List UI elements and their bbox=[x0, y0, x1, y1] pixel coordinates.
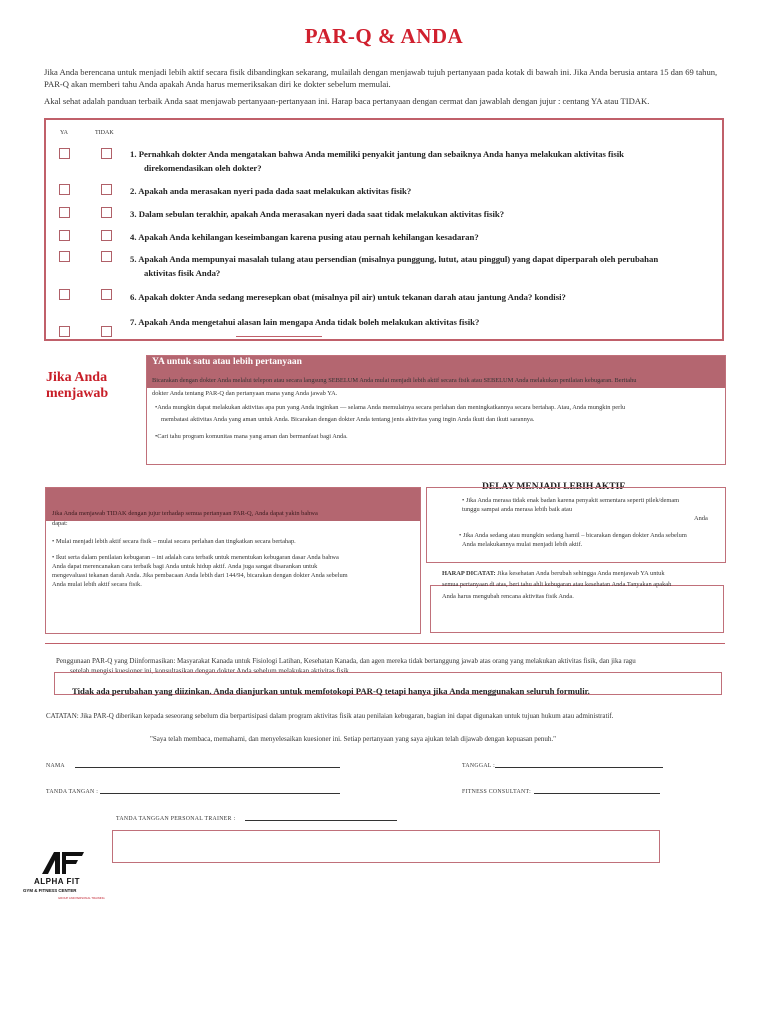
jika-label-line1: Jika Anda bbox=[46, 370, 108, 385]
catatan-text: CATATAN: Jika PAR-Q diberikan kepada seseorang sebelum dia berpartisipasi dalam program aktivitas fisik atau penilaian kebugaran, bagian ini dapat digunakan untuk tujuan hukum atau administratif. bbox=[46, 712, 614, 720]
harap-dicatat-text3: Anda harus mengubah rencana aktivitas fisik Anda. bbox=[442, 593, 574, 600]
ya-bullet-1a: •Anda mungkin dapat melakukan aktivitas apa pun yang Anda inginkan — selama Anda memulainya secara perlahan dan meningkatkannya secara bertahap. Atau, Anda mungkin perlu bbox=[155, 404, 626, 411]
tanggal-label: TANGGAL : bbox=[462, 763, 496, 769]
fitness-consultant-field[interactable] bbox=[534, 793, 660, 794]
delay-bullet-1b: tunggu sampai anda merasa lebih baik atau bbox=[462, 506, 573, 513]
logo-tagline: GYM & FITNESS CENTER bbox=[23, 888, 77, 893]
q7-ya-checkbox[interactable] bbox=[59, 326, 70, 337]
q4-tidak-checkbox[interactable] bbox=[101, 230, 112, 241]
tidak-header-2: dapat: bbox=[52, 520, 68, 527]
question-1-line1: 1. Pernahkah dokter Anda mengatakan bahwa Anda memiliki penyakit jantung dan sebaiknya Anda hanya melakukan aktivitas fisik bbox=[130, 149, 624, 159]
tanda-tangan-field[interactable] bbox=[100, 793, 340, 794]
logo-name: ALPHA FIT bbox=[34, 877, 80, 886]
intro-paragraph: Jika Anda berencana untuk menjadi lebih aktif secara fisik dibandingkan sekarang, mulailah dengan menjawab tujuh pertanyaan pada kotak di bawah ini. Jika Anda berusia antara 15 dan 69 tahun, PAR-Q akan memberi tahu Anda apakah Anda harus memeriksakan diri ke dokter sebelum memulai. bbox=[44, 67, 718, 89]
ya-text-2: dokter Anda tentang PAR-Q dan pertanyaan mana yang Anda jawab YA. bbox=[152, 390, 338, 397]
notice-text: Tidak ada perubahan yang diizinkan. Anda dianjurkan untuk memfotokopi PAR-Q tetapi hanya jika Anda menggunakan seluruh formulir. bbox=[72, 686, 590, 696]
question-6: 6. Apakah dokter Anda sedang meresepkan obat (misalnya pil air) untuk tekanan darah atau jantung Anda? kondisi? bbox=[130, 292, 566, 302]
column-ya-label: YA bbox=[60, 130, 69, 136]
nama-field[interactable] bbox=[75, 767, 340, 768]
question-4: 4. Apakah Anda kehilangan keseimbangan karena pusing atau pernah kehilangan kesadaran? bbox=[130, 232, 479, 242]
delay-bullet-1c: Anda bbox=[694, 515, 708, 522]
delay-bullet-2b: Anda melakukannya mulai menjadi lebih aktif. bbox=[462, 541, 583, 548]
jika-anda-menjawab-label bbox=[46, 370, 136, 402]
tanda-tangan-label: TANDA TANGAN : bbox=[46, 789, 99, 795]
harap-dicatat-line1 bbox=[442, 569, 722, 578]
fitness-consultant-label: FITNESS CONSULTANT: bbox=[462, 789, 531, 795]
jika-label-line2: menjawab bbox=[46, 386, 109, 401]
tidak-bullet-1: • Mulai menjadi lebih aktif secara fisik – mulai secara perlahan dan tingkatkan secara bertahap. bbox=[52, 538, 296, 545]
harap-dicatat-text1: Jika kesehatan Anda berubah sehingga Anda menjawab YA untuk bbox=[497, 570, 665, 577]
tidak-bullet-2c: mengevaluasi tekanan darah Anda. Jika pembacaan Anda lebih dari 144/94, bicarakan dengan dokter Anda sebelum bbox=[52, 572, 348, 579]
q7-tidak-checkbox[interactable] bbox=[101, 326, 112, 337]
disclaimer-line2: setelah mengisi kuesioner ini, konsultasikan dengan dokter Anda sebelum melakukan aktivitas fisik. bbox=[70, 667, 351, 675]
q1-ya-checkbox[interactable] bbox=[59, 148, 70, 159]
q3-ya-checkbox[interactable] bbox=[59, 207, 70, 218]
logo-subline: GROUP AND PERSONAL TRAINING bbox=[58, 896, 105, 900]
q2-tidak-checkbox[interactable] bbox=[101, 184, 112, 195]
q7-underline bbox=[236, 336, 322, 337]
ya-section-header: YA untuk satu atau lebih pertanyaan bbox=[152, 357, 302, 367]
question-7: 7. Apakah Anda mengetahui alasan lain mengapa Anda tidak boleh melakukan aktivitas fisik? bbox=[130, 317, 480, 327]
ya-bullet-2: •Cari tahu program komunitas mana yang aman dan bermanfaat bagi Anda. bbox=[155, 433, 348, 440]
harap-dicatat-label: HARAP DICATAT: bbox=[442, 570, 496, 577]
ya-text-1: Bicarakan dengan dokter Anda melalui telepon atau secara langsung SEBELUM Anda mulai menjadi lebih aktif secara fisik atau SEBELUM Anda melakukan penilaian kebugaran. Beritahu bbox=[152, 377, 637, 384]
alpha-fit-logo bbox=[20, 846, 120, 906]
q5-tidak-checkbox[interactable] bbox=[101, 251, 112, 262]
tidak-bullet-2a: • Ikut serta dalam penilaian kebugaran – ini adalah cara terbaik untuk menentukan kebugaran dasar Anda bahwa bbox=[52, 554, 339, 561]
q4-ya-checkbox[interactable] bbox=[59, 230, 70, 241]
harap-dicatat-text2: semua pertanyaan di atas, beri tahu ahli kebugaran atau kesehatan Anda.Tanyakan apakah bbox=[442, 581, 672, 588]
question-5-line2: aktivitas fisik Anda? bbox=[144, 268, 221, 278]
page-title: PAR-Q & ANDA bbox=[304, 24, 464, 48]
statement-text: "Saya telah membaca, memahami, dan menyelesaikan kuesioner ini. Setiap pertanyaan yang saya ajukan telah dijawab dengan kepuasan penuh." bbox=[150, 735, 556, 743]
delay-title: DELAY MENJADI LEBIH AKTIF bbox=[482, 482, 626, 492]
signature-box[interactable] bbox=[112, 830, 660, 863]
q5-ya-checkbox[interactable] bbox=[59, 251, 70, 262]
question-3: 3. Dalam sebulan terakhir, apakah Anda merasakan nyeri dada saat tidak melakukan aktivitas fisik? bbox=[130, 209, 505, 219]
tanggal-field[interactable] bbox=[495, 767, 663, 768]
tidak-header-1: Jika Anda menjawab TIDAK dengan jujur terhadap semua pertanyaan PAR-Q, Anda dapat yakin bahwa bbox=[52, 510, 318, 517]
tidak-bullet-2b: Anda dapat merencanakan cara terbaik bagi Anda untuk hidup aktif. Anda juga sangat disarankan untuk bbox=[52, 563, 318, 570]
intro-instruction: Akal sehat adalah panduan terbaik Anda saat menjawab pertanyaan-pertanyaan ini. Harap baca pertanyaan dengan cermat dan jawablah dengan jujur : centang YA atau TIDAK. bbox=[44, 96, 650, 106]
q6-tidak-checkbox[interactable] bbox=[101, 289, 112, 300]
q2-ya-checkbox[interactable] bbox=[59, 184, 70, 195]
nama-label: NAMA bbox=[46, 763, 65, 769]
question-5-line1: 5. Apakah Anda mempunyai masalah tulang atau persendian (misalnya punggung, lutut, atau pinggul) yang dapat diperparah oleh perubahan bbox=[130, 254, 659, 264]
question-1-line2: direkomendasikan oleh dokter? bbox=[144, 163, 262, 173]
q1-tidak-checkbox[interactable] bbox=[101, 148, 112, 159]
delay-bullet-1a: • Jika Anda merasa tidak enak badan karena penyakit sementara seperti pilek/demam bbox=[462, 497, 680, 504]
column-tidak-label: TIDAK bbox=[95, 130, 114, 136]
trainer-label: TANDA TANGGAN PERSONAL TRAINER : bbox=[116, 816, 236, 822]
q3-tidak-checkbox[interactable] bbox=[101, 207, 112, 218]
question-5 bbox=[130, 252, 705, 280]
question-1 bbox=[130, 147, 705, 175]
trainer-field[interactable] bbox=[245, 820, 397, 821]
q6-ya-checkbox[interactable] bbox=[59, 289, 70, 300]
alpha-fit-logo-icon bbox=[20, 846, 120, 878]
ya-bullet-1b: membatasi aktivitas Anda yang aman untuk Anda. Bicarakan dengan dokter Anda tentang jenis aktivitas yang ingin Anda ikuti dan ikuti sarannya. bbox=[161, 416, 535, 423]
tidak-bullet-2d: Anda mulai lebih aktif secara fisik. bbox=[52, 581, 142, 588]
divider-line bbox=[45, 643, 725, 644]
delay-bullet-2a: • Jika Anda sedang atau mungkin sedang hamil – bicarakan dengan dokter Anda sebelum bbox=[459, 532, 687, 539]
question-2: 2. Apakah anda merasakan nyeri pada dada saat melakukan aktivitas fisik? bbox=[130, 186, 412, 196]
disclaimer-line1: Penggunaan PAR-Q yang Diinformasikan: Masyarakat Kanada untuk Fisiologi Latihan, Kesehatan Kanada, dan agen mereka tidak bertanggung jawab atas orang yang melakukan aktivitas fisik, dan jika ragu bbox=[56, 657, 636, 665]
